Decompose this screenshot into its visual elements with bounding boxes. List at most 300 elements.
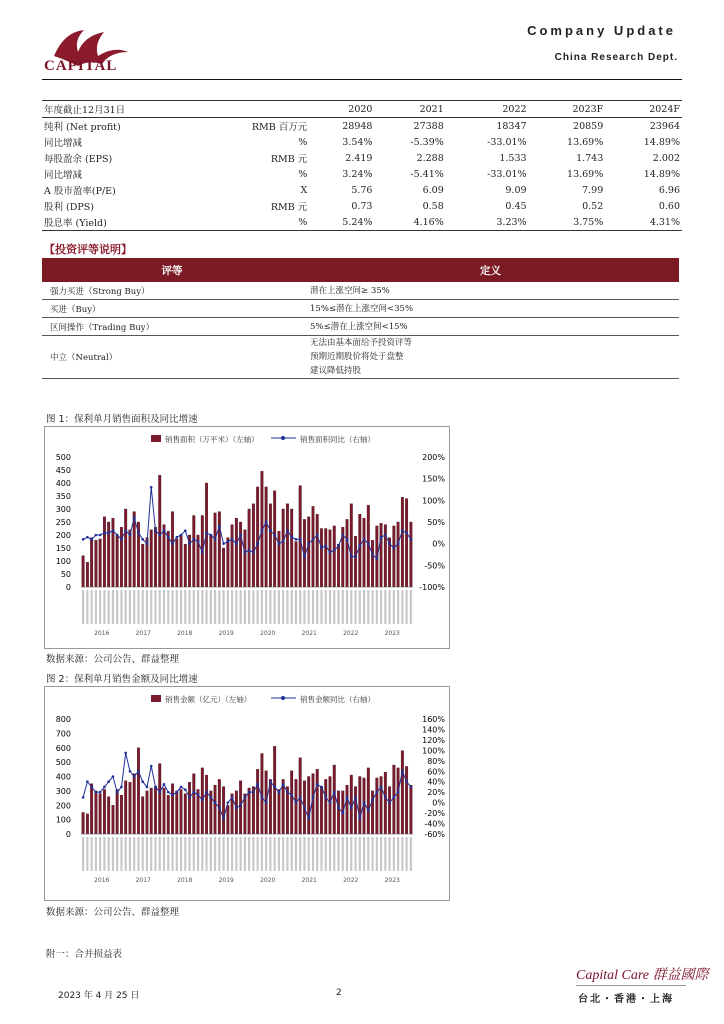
bar bbox=[363, 518, 366, 587]
x-tick-label bbox=[210, 590, 212, 624]
bar bbox=[290, 509, 293, 587]
yoy-point bbox=[188, 542, 191, 545]
legend-line-marker bbox=[281, 696, 285, 700]
x-tick-label bbox=[112, 837, 114, 871]
x-tick-label bbox=[159, 590, 161, 624]
rating-name: 买进（Buy） bbox=[42, 300, 302, 318]
fin-cell: -5.41% bbox=[410, 168, 444, 180]
yoy-point bbox=[333, 791, 336, 794]
bar bbox=[252, 787, 255, 834]
bar bbox=[324, 779, 327, 834]
bar bbox=[333, 526, 336, 587]
definition-line: 15%≤潜在上涨空间<35% bbox=[310, 303, 414, 314]
yoy-point bbox=[350, 807, 353, 810]
rating-name: 强力买进（Strong Buy） bbox=[42, 282, 302, 300]
yoy-point bbox=[256, 542, 259, 545]
yoy-point bbox=[337, 545, 340, 548]
yoy-point bbox=[286, 791, 289, 794]
x-year-label: 2021 bbox=[301, 877, 317, 884]
bar bbox=[273, 491, 276, 587]
bar bbox=[133, 774, 136, 834]
x-tick-label bbox=[282, 837, 284, 871]
x-tick-label bbox=[286, 837, 288, 871]
bar bbox=[103, 789, 106, 834]
x-tick-label bbox=[376, 837, 378, 871]
yoy-point bbox=[265, 521, 268, 524]
x-tick-label bbox=[363, 837, 365, 871]
bar bbox=[175, 791, 178, 834]
yoy-point bbox=[358, 817, 361, 820]
yoy-point bbox=[282, 783, 285, 786]
fin-cell: 0.45 bbox=[505, 200, 527, 212]
bar bbox=[235, 518, 238, 587]
x-tick-label bbox=[384, 837, 386, 871]
x-tick-label bbox=[120, 590, 122, 624]
x-tick-label bbox=[380, 837, 382, 871]
x-tick-label bbox=[295, 590, 297, 624]
financial-table bbox=[42, 100, 682, 231]
yoy-point bbox=[124, 752, 127, 755]
yoy-point bbox=[397, 542, 400, 545]
fin-cell: 2.419 bbox=[345, 152, 373, 164]
x-tick-label bbox=[367, 837, 369, 871]
bar bbox=[278, 531, 281, 587]
yoy-point bbox=[307, 817, 310, 820]
bar bbox=[171, 512, 174, 587]
x-tick-label bbox=[312, 837, 314, 871]
bar bbox=[218, 512, 221, 587]
bar bbox=[107, 797, 110, 834]
fin-row bbox=[42, 214, 682, 231]
yoy-point bbox=[218, 525, 221, 528]
y2-tick-label: -100% bbox=[419, 583, 445, 592]
fin-cell: 2023F bbox=[529, 101, 606, 118]
x-tick-label bbox=[142, 837, 144, 871]
bar bbox=[146, 538, 149, 587]
bar bbox=[316, 769, 319, 834]
yoy-point bbox=[184, 788, 187, 791]
yoy-point bbox=[201, 551, 204, 554]
yoy-point bbox=[82, 538, 85, 541]
fin-row bbox=[42, 134, 682, 150]
x-year-label: 2019 bbox=[218, 630, 234, 637]
bar bbox=[120, 527, 123, 587]
yoy-point bbox=[163, 783, 166, 786]
fin-cell: 同比增减 bbox=[44, 170, 83, 181]
footer-rule bbox=[576, 985, 686, 986]
yoy-point bbox=[295, 801, 298, 804]
bar bbox=[99, 794, 102, 834]
yoy-point bbox=[239, 804, 242, 807]
fin-cell: RMB 元 bbox=[270, 202, 308, 213]
x-tick-label bbox=[223, 837, 225, 871]
x-tick-label bbox=[269, 837, 271, 871]
yoy-point bbox=[141, 780, 144, 783]
x-tick-label bbox=[406, 590, 408, 624]
bar bbox=[282, 779, 285, 834]
x-tick-label bbox=[274, 590, 276, 624]
x-tick-label bbox=[286, 590, 288, 624]
yoy-point bbox=[133, 516, 136, 519]
bar bbox=[141, 797, 144, 834]
x-tick-label bbox=[218, 590, 220, 624]
fin-cell: 0.60 bbox=[658, 200, 680, 212]
x-tick-label bbox=[91, 837, 93, 871]
x-tick-label bbox=[384, 590, 386, 624]
fin-cell: 14.89% bbox=[643, 168, 680, 180]
yoy-point bbox=[307, 542, 310, 545]
yoy-point bbox=[371, 553, 374, 556]
x-tick-label bbox=[137, 837, 139, 871]
x-tick-label bbox=[108, 837, 110, 871]
definition-line: 预期近期股价将处于盘整 bbox=[310, 352, 404, 362]
x-tick-label bbox=[303, 590, 305, 624]
x-tick-label bbox=[244, 590, 246, 624]
fin-cell: 2021 bbox=[374, 101, 445, 118]
bar bbox=[405, 499, 408, 587]
y2-tick-label: -20% bbox=[424, 809, 445, 819]
yoy-point bbox=[86, 536, 89, 539]
x-tick-label bbox=[91, 590, 93, 624]
bar bbox=[256, 769, 259, 834]
yoy-point bbox=[282, 540, 285, 543]
x-tick-label bbox=[137, 590, 139, 624]
bar bbox=[180, 789, 183, 834]
yoy-point bbox=[227, 540, 230, 543]
yoy-point bbox=[146, 542, 149, 545]
yoy-point bbox=[376, 791, 379, 794]
bar bbox=[141, 544, 144, 587]
x-tick-label bbox=[210, 837, 212, 871]
rating-row bbox=[42, 318, 679, 336]
x-tick-label bbox=[312, 590, 314, 624]
x-year-label: 2016 bbox=[94, 630, 110, 637]
y-tick-label: 350 bbox=[55, 492, 71, 501]
x-tick-label bbox=[397, 590, 399, 624]
bar bbox=[359, 514, 362, 587]
yoy-point bbox=[346, 796, 349, 799]
yoy-point bbox=[205, 532, 208, 535]
x-tick-label bbox=[248, 837, 250, 871]
fin-cell: RMB 百万元 bbox=[251, 122, 308, 133]
y2-tick-label: 20% bbox=[427, 788, 445, 798]
yoy-point bbox=[256, 783, 259, 786]
definition-line: 5%≤潜在上涨空间<15% bbox=[310, 321, 408, 332]
x-tick-label bbox=[248, 590, 250, 624]
yoy-point bbox=[269, 529, 272, 532]
y2-tick-label: 120% bbox=[422, 735, 445, 745]
x-year-label: 2018 bbox=[177, 877, 193, 884]
x-tick-label bbox=[308, 590, 310, 624]
yoy-point bbox=[116, 534, 119, 537]
bar bbox=[167, 795, 170, 834]
yoy-point bbox=[316, 783, 319, 786]
bar bbox=[269, 504, 272, 587]
x-tick-label bbox=[308, 837, 310, 871]
x-tick-label bbox=[257, 837, 259, 871]
bar bbox=[252, 504, 255, 587]
bar bbox=[248, 788, 251, 834]
x-tick-label bbox=[278, 590, 280, 624]
bar bbox=[137, 748, 140, 834]
x-tick-label bbox=[401, 837, 403, 871]
bar bbox=[320, 787, 323, 834]
yoy-point bbox=[401, 770, 404, 773]
x-tick-label bbox=[410, 590, 412, 624]
yoy-point bbox=[388, 801, 391, 804]
yoy-point bbox=[163, 529, 166, 532]
x-tick-label bbox=[193, 590, 195, 624]
yoy-point bbox=[197, 793, 200, 796]
yoy-point bbox=[303, 555, 306, 558]
fin-cell: 2024F bbox=[605, 101, 682, 118]
y2-tick-label: 80% bbox=[427, 756, 445, 766]
yoy-point bbox=[214, 538, 217, 541]
yoy-point bbox=[158, 791, 161, 794]
yoy-point bbox=[210, 534, 213, 537]
yoy-point bbox=[329, 551, 332, 554]
yoy-point bbox=[184, 529, 187, 532]
x-tick-label bbox=[389, 590, 391, 624]
x-tick-label bbox=[342, 837, 344, 871]
y-tick-label: 600 bbox=[55, 743, 71, 753]
x-tick-label bbox=[206, 590, 208, 624]
x-tick-label bbox=[223, 590, 225, 624]
x-tick-label bbox=[333, 590, 335, 624]
y-tick-label: 400 bbox=[55, 479, 71, 488]
fin-cell: 0.58 bbox=[422, 200, 444, 212]
figure1-caption: 图 1：保利单月销售面积及同比增速 bbox=[46, 414, 198, 425]
yoy-point bbox=[222, 542, 225, 545]
yoy-point bbox=[397, 791, 400, 794]
fin-cell: 20859 bbox=[573, 120, 604, 132]
x-tick-label bbox=[342, 590, 344, 624]
bar bbox=[397, 768, 400, 834]
bar bbox=[184, 794, 187, 834]
x-tick-label bbox=[261, 590, 263, 624]
y2-tick-label: -40% bbox=[424, 819, 445, 829]
yoy-point bbox=[265, 801, 268, 804]
fin-cell: % bbox=[298, 168, 308, 180]
header-dept: China Research Dept. bbox=[554, 52, 678, 63]
bar bbox=[129, 782, 132, 834]
x-year-label: 2019 bbox=[218, 877, 234, 884]
x-tick-label bbox=[303, 837, 305, 871]
yoy-point bbox=[380, 786, 383, 789]
y-tick-label: 200 bbox=[55, 801, 71, 811]
yoy-point bbox=[150, 765, 153, 768]
bar bbox=[227, 805, 230, 834]
yoy-point bbox=[214, 801, 217, 804]
fin-cell: 股息率 (Yield) bbox=[42, 214, 196, 231]
bar bbox=[371, 540, 374, 587]
y2-tick-label: 150% bbox=[422, 474, 445, 484]
x-tick-label bbox=[359, 837, 361, 871]
fin-cell: 23964 bbox=[649, 120, 680, 132]
bar bbox=[95, 791, 98, 834]
yoy-point bbox=[384, 534, 387, 537]
x-tick-label bbox=[167, 837, 169, 871]
bar bbox=[129, 530, 132, 587]
x-tick-label bbox=[265, 837, 267, 871]
x-tick-label bbox=[354, 590, 356, 624]
yoy-point bbox=[273, 534, 276, 537]
fin-cell: 2020 bbox=[309, 101, 374, 118]
bar bbox=[180, 535, 183, 587]
yoy-point bbox=[367, 809, 370, 812]
bar bbox=[290, 771, 293, 834]
yoy-point bbox=[380, 536, 383, 539]
x-tick-label bbox=[235, 837, 237, 871]
x-tick-label bbox=[240, 590, 242, 624]
bar bbox=[214, 785, 217, 834]
yoy-point bbox=[244, 796, 247, 799]
x-tick-label bbox=[86, 837, 88, 871]
y-tick-label: 500 bbox=[55, 453, 71, 462]
yoy-point bbox=[316, 534, 319, 537]
yoy-point bbox=[86, 780, 89, 783]
bar bbox=[95, 540, 98, 587]
yoy-point bbox=[167, 536, 170, 539]
x-tick-label bbox=[146, 590, 148, 624]
x-tick-label bbox=[218, 837, 220, 871]
yoy-point bbox=[278, 791, 281, 794]
yoy-point bbox=[405, 780, 408, 783]
y2-tick-label: 60% bbox=[427, 767, 445, 777]
yoy-point bbox=[252, 551, 255, 554]
x-tick-label bbox=[150, 590, 152, 624]
rating-name: 中立（Neutral） bbox=[42, 336, 302, 379]
x-tick-label bbox=[231, 837, 233, 871]
fin-row bbox=[42, 166, 682, 182]
bar bbox=[235, 791, 238, 834]
bar bbox=[90, 784, 93, 834]
bar bbox=[244, 530, 247, 587]
fin-row bbox=[42, 150, 682, 166]
bar bbox=[146, 791, 149, 834]
yoy-point bbox=[341, 812, 344, 815]
x-tick-label bbox=[99, 590, 101, 624]
x-year-label: 2020 bbox=[260, 630, 276, 637]
yoy-point bbox=[299, 796, 302, 799]
x-tick-label bbox=[163, 837, 165, 871]
y-tick-label: 500 bbox=[55, 758, 71, 768]
x-tick-label bbox=[252, 590, 254, 624]
x-year-label: 2022 bbox=[343, 630, 359, 637]
bar bbox=[112, 805, 115, 834]
yoy-point bbox=[90, 538, 93, 541]
bar bbox=[405, 766, 408, 834]
bar bbox=[307, 517, 310, 587]
x-tick-label bbox=[214, 590, 216, 624]
fin-row bbox=[42, 182, 682, 198]
yoy-point bbox=[367, 542, 370, 545]
x-tick-label bbox=[316, 837, 318, 871]
yoy-point bbox=[290, 536, 293, 539]
bar bbox=[273, 746, 276, 834]
bar bbox=[150, 530, 153, 587]
rating-definition bbox=[302, 300, 679, 318]
x-tick-label bbox=[167, 590, 169, 624]
x-tick-label bbox=[354, 837, 356, 871]
yoy-point bbox=[192, 538, 195, 541]
bar bbox=[86, 814, 89, 834]
legend-bar-label: 销售面积（万平米）（左轴） bbox=[165, 435, 259, 444]
bar bbox=[248, 509, 251, 587]
y2-tick-label: 100% bbox=[422, 746, 445, 756]
rating-col-header: 评等 bbox=[42, 258, 302, 282]
x-tick-label bbox=[282, 590, 284, 624]
fin-cell: X bbox=[300, 184, 308, 196]
yoy-point bbox=[137, 770, 140, 773]
bar bbox=[384, 772, 387, 834]
bar bbox=[295, 542, 298, 588]
x-tick-label bbox=[201, 837, 203, 871]
fin-cell: 纯利 (Net profit) bbox=[44, 122, 121, 133]
fin-cell: 年度截止12月31日 bbox=[42, 101, 196, 118]
bar bbox=[307, 777, 310, 835]
bar bbox=[150, 788, 153, 834]
x-tick-label bbox=[120, 837, 122, 871]
yoy-point bbox=[95, 791, 98, 794]
rating-definition bbox=[302, 282, 679, 300]
yoy-point bbox=[363, 801, 366, 804]
yoy-point bbox=[405, 532, 408, 535]
yoy-point bbox=[295, 538, 298, 541]
bar bbox=[286, 787, 289, 834]
bar bbox=[154, 527, 157, 587]
bar bbox=[333, 765, 336, 834]
fin-cell: 27388 bbox=[413, 120, 444, 132]
yoy-point bbox=[388, 542, 391, 545]
footer-brand: Capital Care 群益國際 bbox=[576, 968, 709, 983]
fin-row bbox=[42, 118, 682, 135]
rating-name: 区间操作（Trading Buy） bbox=[42, 318, 302, 336]
x-tick-label bbox=[244, 837, 246, 871]
yoy-point bbox=[154, 529, 157, 532]
bar bbox=[316, 514, 319, 587]
y-tick-label: 200 bbox=[55, 531, 71, 540]
yoy-point bbox=[354, 796, 357, 799]
yoy-point bbox=[320, 547, 323, 550]
bar bbox=[184, 544, 187, 587]
yoy-point bbox=[261, 529, 264, 532]
fin-cell: 1.533 bbox=[499, 152, 527, 164]
yoy-point bbox=[99, 791, 102, 794]
bar bbox=[154, 787, 157, 834]
x-tick-label bbox=[129, 590, 131, 624]
x-tick-label bbox=[112, 590, 114, 624]
legend-line-marker bbox=[281, 436, 285, 440]
yoy-point bbox=[299, 538, 302, 541]
x-tick-label bbox=[372, 590, 374, 624]
yoy-point bbox=[103, 786, 106, 789]
x-tick-label bbox=[133, 590, 135, 624]
figure1-chart bbox=[44, 426, 450, 649]
fin-cell: 4.16% bbox=[374, 214, 445, 231]
x-tick-label bbox=[320, 837, 322, 871]
x-tick-label bbox=[231, 590, 233, 624]
fin-cell: 同比增减 bbox=[44, 138, 83, 149]
fin-cell: 4.31% bbox=[605, 214, 682, 231]
x-tick-label bbox=[214, 837, 216, 871]
x-tick-label bbox=[410, 837, 412, 871]
x-tick-label bbox=[372, 837, 374, 871]
y2-tick-label: 140% bbox=[422, 725, 445, 735]
fin-cell: 5.24% bbox=[309, 214, 374, 231]
y-tick-label: 150 bbox=[55, 544, 71, 553]
y-tick-label: 0 bbox=[65, 830, 71, 839]
